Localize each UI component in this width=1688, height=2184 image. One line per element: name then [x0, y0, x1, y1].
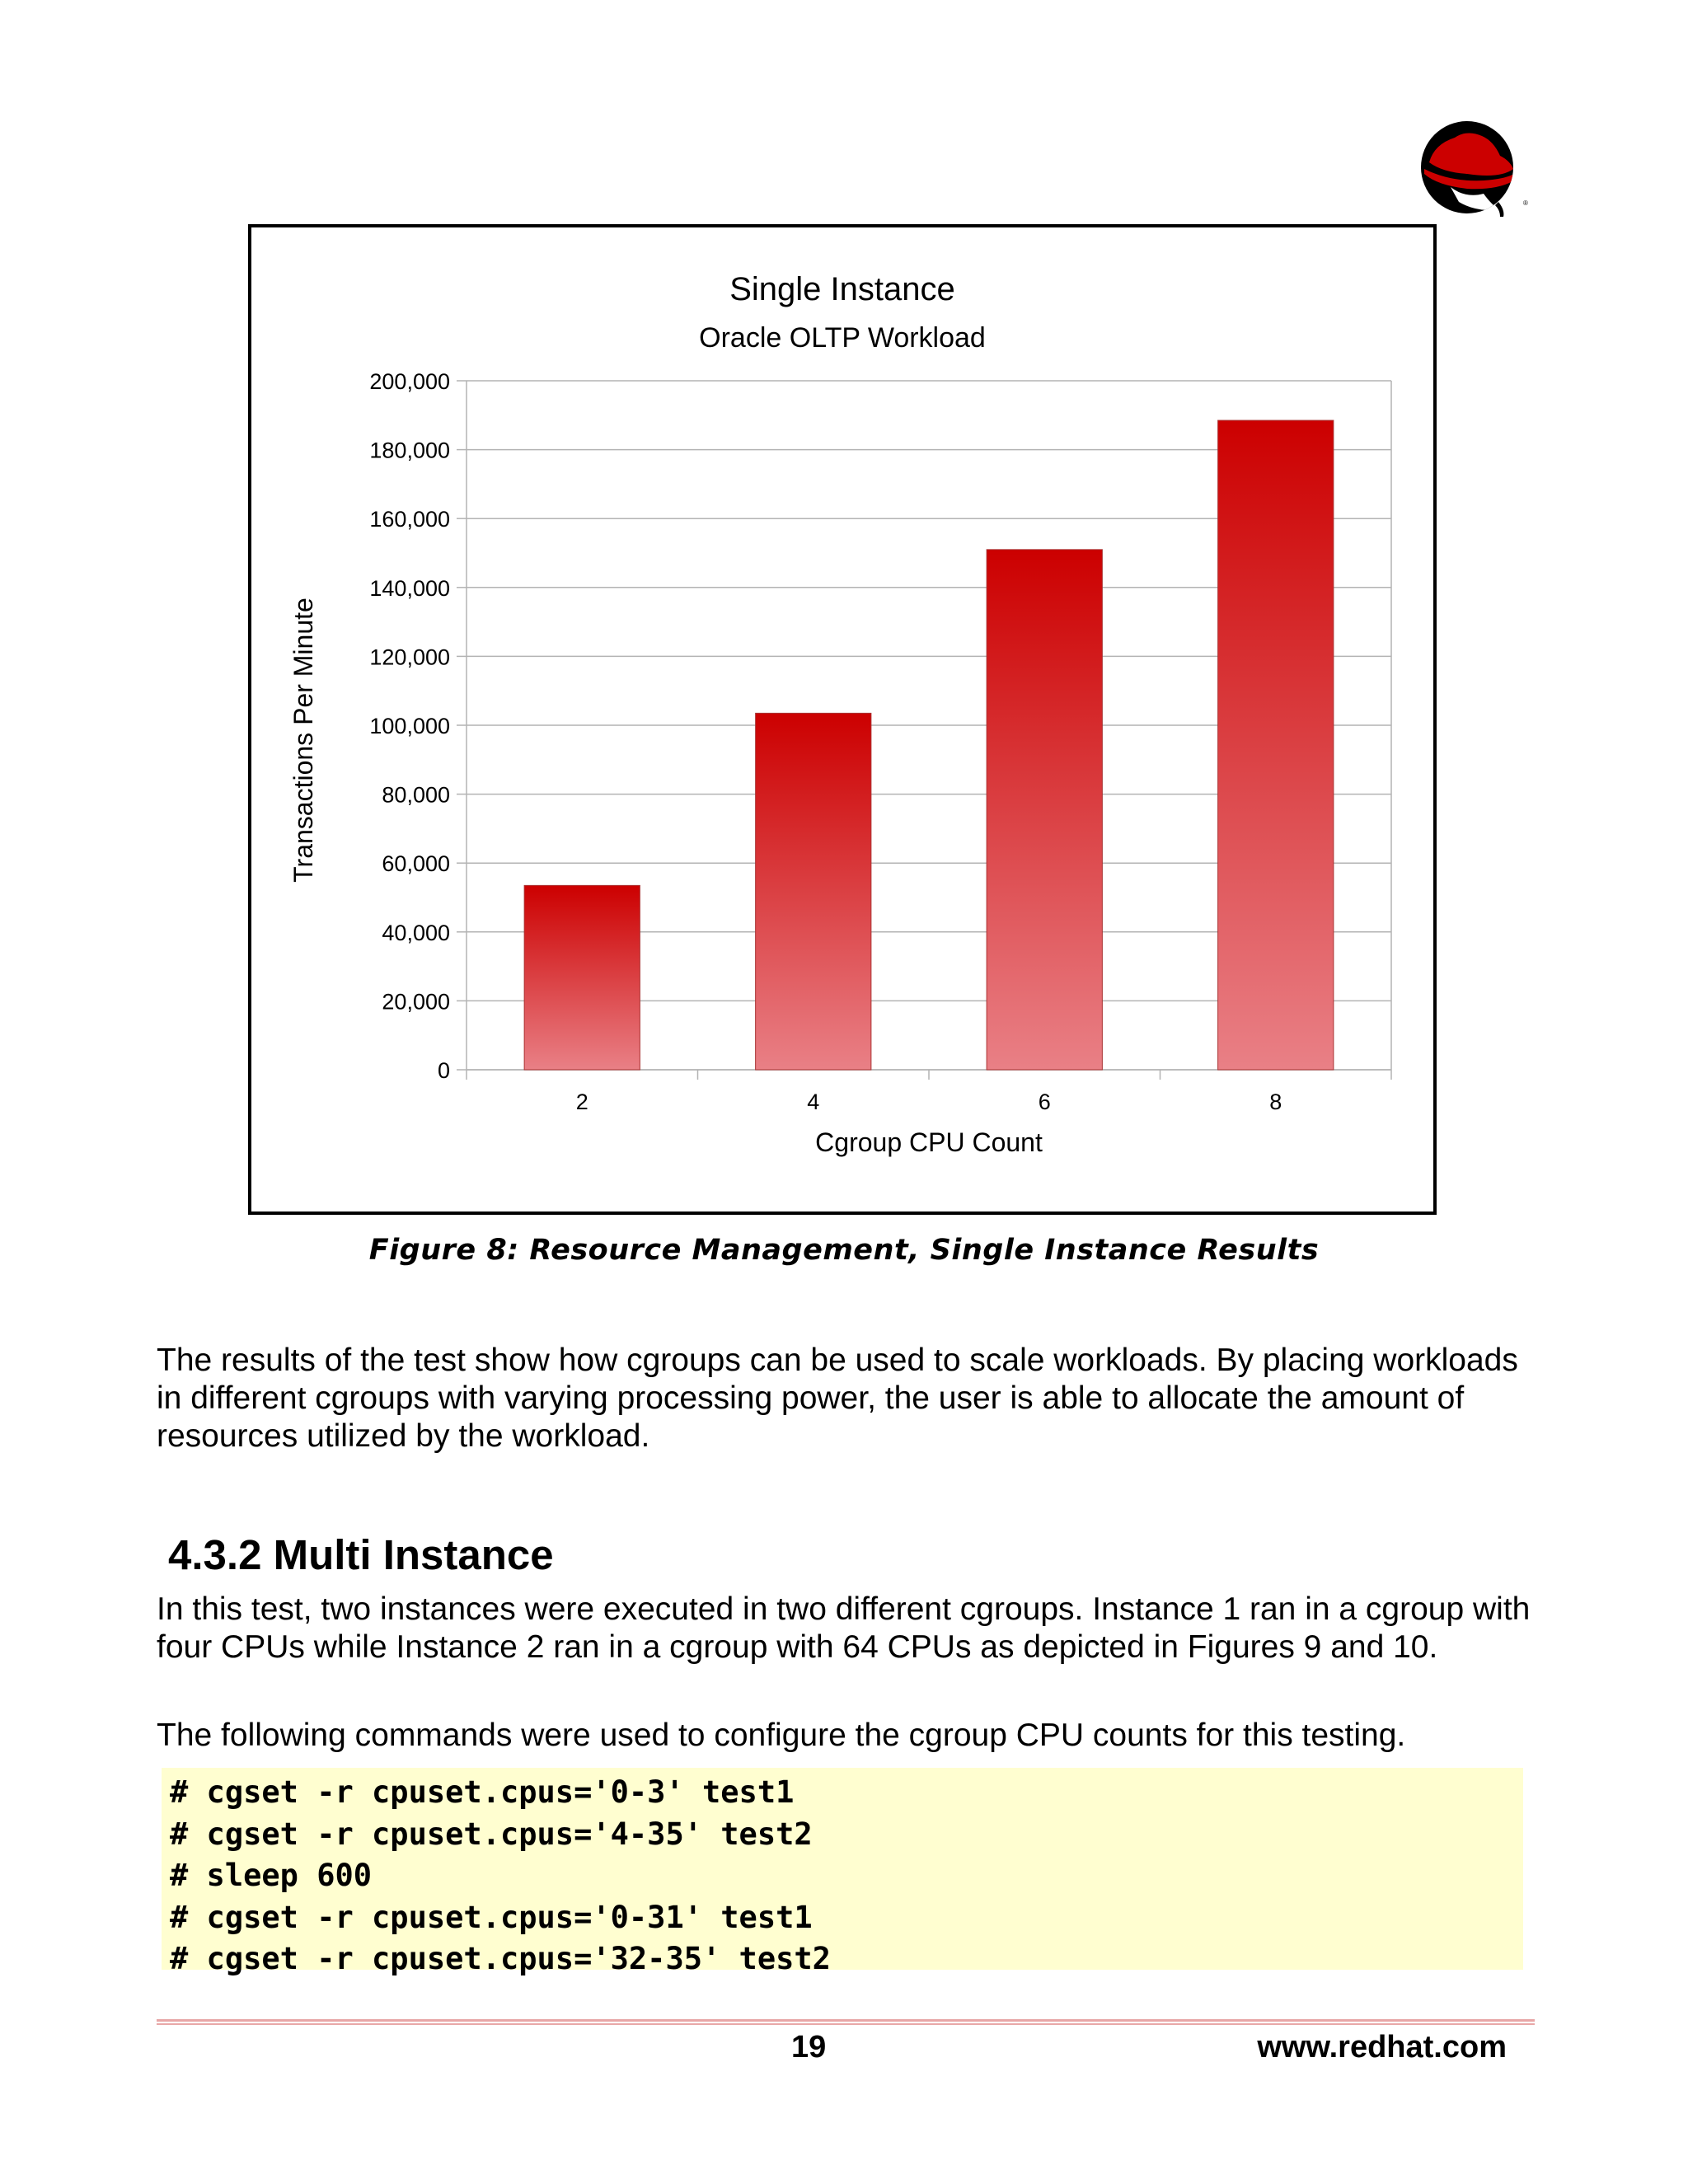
section-heading: 4.3.2 Multi Instance — [168, 1531, 554, 1578]
x-tick-label: 2 — [575, 1090, 588, 1114]
y-tick-label: 140,000 — [369, 575, 450, 601]
y-tick-label: 200,000 — [369, 369, 450, 394]
code-line: # cgset -r cpuset.cpus='0-3' test1 — [170, 1774, 795, 1810]
page-number: 19 — [791, 2030, 827, 2064]
x-tick-label: 4 — [807, 1090, 820, 1114]
y-tick-label: 100,000 — [369, 714, 450, 738]
bar — [987, 550, 1102, 1070]
commands-intro-paragraph: The following commands were used to configure the cgroup CPU counts for this testing. — [157, 1718, 1406, 1753]
y-tick-label: 40,000 — [382, 920, 450, 945]
x-tick-label: 8 — [1269, 1090, 1282, 1114]
y-tick-label: 120,000 — [369, 644, 450, 670]
code-line: # cgset -r cpuset.cpus='4-35' test2 — [170, 1816, 813, 1852]
code-line: # cgset -r cpuset.cpus='32-35' test2 — [170, 1941, 831, 1976]
code-line: # sleep 600 — [170, 1858, 373, 1893]
code-block — [162, 1768, 1523, 1976]
multi-instance-paragraph: In this test, two instances were executed in two different cgroups. Instance 1 ran in a cgroup with four CPUs while Instance 2 ran in a cgroup with 64 CPUs as depicted in Figures 9 and 10. — [157, 1591, 1531, 1665]
y-axis-label: Transactions Per Minute — [288, 598, 318, 883]
chart-frame — [248, 224, 1437, 1215]
x-tick-label: 6 — [1038, 1090, 1051, 1114]
bar — [524, 885, 640, 1070]
svg-text:®: ® — [1523, 199, 1528, 207]
bar — [756, 713, 871, 1070]
chart-title: Single Instance — [729, 271, 955, 307]
bar — [1218, 420, 1334, 1070]
chart-subtitle: Oracle OLTP Workload — [699, 322, 986, 354]
figure-caption: Figure 8: Resource Management, Single Instance Results — [368, 1234, 1320, 1267]
code-line: # cgset -r cpuset.cpus='0-31' test1 — [170, 1899, 813, 1935]
footer-rule — [157, 2019, 1535, 2025]
website-link[interactable]: www.redhat.com — [1257, 2030, 1507, 2064]
y-tick-label: 60,000 — [382, 851, 450, 877]
y-tick-label: 160,000 — [369, 507, 450, 532]
bar-chart — [251, 227, 1433, 1212]
y-tick-label: 20,000 — [382, 989, 450, 1015]
redhat-logo — [1418, 120, 1533, 218]
y-tick-label: 80,000 — [382, 782, 450, 808]
x-axis-label: Cgroup CPU Count — [815, 1127, 1043, 1157]
y-tick-label: 180,000 — [369, 438, 450, 463]
y-tick-label: 0 — [437, 1058, 450, 1083]
results-paragraph: The results of the test show how cgroups can be used to scale workloads. By placing workloads in different cgroups with varying processing power, the user is able to allocate the amount of resources utilized by the workload. — [157, 1343, 1518, 1454]
